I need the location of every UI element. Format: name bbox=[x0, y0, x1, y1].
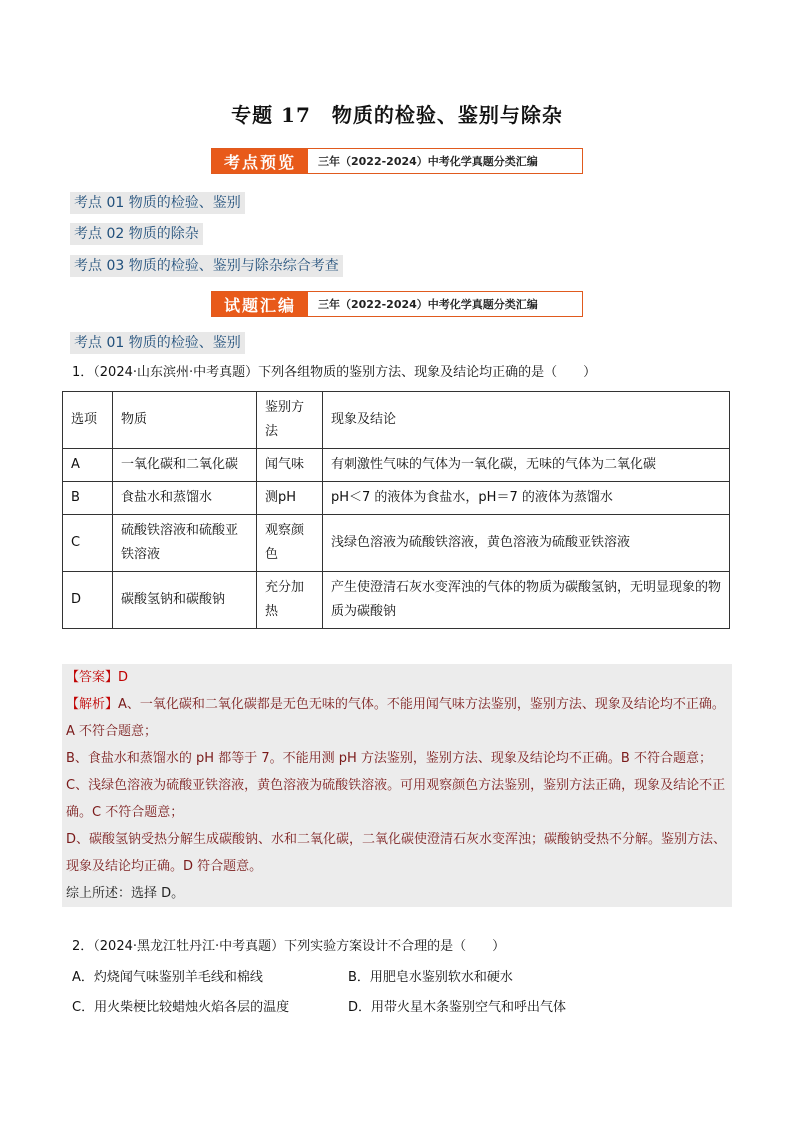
exercises-banner bbox=[211, 291, 583, 317]
header-cell-option: 选项 bbox=[63, 392, 113, 449]
option-d[interactable]: D．用带火星木条鉴别空气和呼出气体 bbox=[348, 999, 567, 1015]
row-a-result: 有刺激性气味的气体为一氧化碳，无味的气体为二氧化碳 bbox=[323, 449, 730, 482]
row-b-option: B bbox=[63, 482, 113, 515]
table-header-row bbox=[63, 392, 730, 449]
option-b[interactable]: B．用肥皂水鉴别软水和硬水 bbox=[348, 969, 513, 985]
table-row bbox=[63, 572, 730, 629]
row-b-substance: 食盐水和蒸馏水 bbox=[113, 482, 257, 515]
question-1-table bbox=[62, 391, 730, 629]
row-c-option: C bbox=[63, 515, 113, 572]
row-d-result: 产生使澄清石灰水变浑浊的气体的物质为碳酸氢钠，无明显现象的物质为碳酸钠 bbox=[323, 572, 730, 629]
row-d-option: D bbox=[63, 572, 113, 629]
analysis-a bbox=[66, 691, 728, 745]
table-row bbox=[63, 449, 730, 482]
exercises-banner-subtitle: 三年（2022-2024）中考化学真题分类汇编 bbox=[318, 298, 538, 311]
question-1-stem: 1．（2024·山东滨州·中考真题）下列各组物质的鉴别方法、现象及结论均正确的是（ ） bbox=[72, 365, 597, 380]
analysis-d: D、碳酸氢钠受热分解生成碳酸钠、水和二氧化碳，二氧化碳使澄清石灰水变浑浊；碳酸钠受热不分解。鉴别方法、现象及结论均正确。D 符合题意。 bbox=[66, 832, 727, 874]
overview-item-2[interactable]: 考点 02 物质的除杂 bbox=[70, 223, 203, 245]
answer-line: 【答案】D bbox=[66, 670, 129, 685]
preview-banner-tag: 考点预览 bbox=[212, 149, 308, 173]
overview-item-1[interactable]: 考点 01 物质的检验、鉴别 bbox=[70, 192, 245, 214]
row-c-method: 观察颜色 bbox=[257, 515, 323, 572]
row-c-result: 浅绿色溶液为硫酸铁溶液，黄色溶液为硫酸亚铁溶液 bbox=[323, 515, 730, 572]
page-title: 专题 17 物质的检验、鉴别与除杂 bbox=[231, 103, 563, 127]
row-c-substance: 硫酸铁溶液和硫酸亚铁溶液 bbox=[113, 515, 257, 572]
option-c[interactable]: C．用火柴梗比较蜡烛火焰各层的温度 bbox=[72, 999, 290, 1015]
analysis-summary: 综上所述：选择 D。 bbox=[66, 886, 185, 901]
analysis-b: B、食盐水和蒸馏水的 pH 都等于 7。不能用测 pH 方法鉴别，鉴别方法、现象及结论均不正确。B 不符合题意； bbox=[66, 751, 712, 766]
header-cell-substance: 物质 bbox=[113, 392, 257, 449]
row-a-method: 闻气味 bbox=[257, 449, 323, 482]
analysis-tag: 【解析】 bbox=[66, 697, 119, 712]
header-cell-method: 鉴别方法 bbox=[257, 392, 323, 449]
option-a[interactable]: A．灼烧闻气味鉴别羊毛线和棉线 bbox=[72, 969, 263, 985]
row-d-substance: 碳酸氢钠和碳酸钠 bbox=[113, 572, 257, 629]
preview-banner-subtitle: 三年（2022-2024）中考化学真题分类汇编 bbox=[318, 155, 538, 168]
header-cell-result: 现象及结论 bbox=[323, 392, 730, 449]
row-b-result: pH＜7 的液体为食盐水，pH＝7 的液体为蒸馏水 bbox=[323, 482, 730, 515]
answer-block bbox=[62, 664, 732, 907]
preview-banner bbox=[211, 148, 583, 174]
analysis-a-text: A、一氧化碳和二氧化碳都是无色无味的气体。不能用闻气味方法鉴别，鉴别方法、现象及结论均不正确。A 不符合题意； bbox=[66, 697, 725, 739]
row-a-option: A bbox=[63, 449, 113, 482]
table-row bbox=[63, 515, 730, 572]
section-heading: 考点 01 物质的检验、鉴别 bbox=[70, 332, 245, 354]
row-b-method: 测pH bbox=[257, 482, 323, 515]
row-a-substance: 一氧化碳和二氧化碳 bbox=[113, 449, 257, 482]
question-2-stem: 2．（2024·黑龙江牡丹江·中考真题）下列实验方案设计不合理的是（ ） bbox=[72, 939, 506, 954]
exercises-banner-tag: 试题汇编 bbox=[212, 292, 308, 316]
overview-item-3[interactable]: 考点 03 物质的检验、鉴别与除杂综合考查 bbox=[70, 255, 343, 277]
row-d-method: 充分加热 bbox=[257, 572, 323, 629]
question-2-options bbox=[72, 960, 732, 1020]
table-row bbox=[63, 482, 730, 515]
analysis-c: C、浅绿色溶液为硫酸亚铁溶液，黄色溶液为硫酸铁溶液。可用观察颜色方法鉴别，鉴别方法正确，现象及结论不正确。C 不符合题意； bbox=[66, 778, 726, 820]
